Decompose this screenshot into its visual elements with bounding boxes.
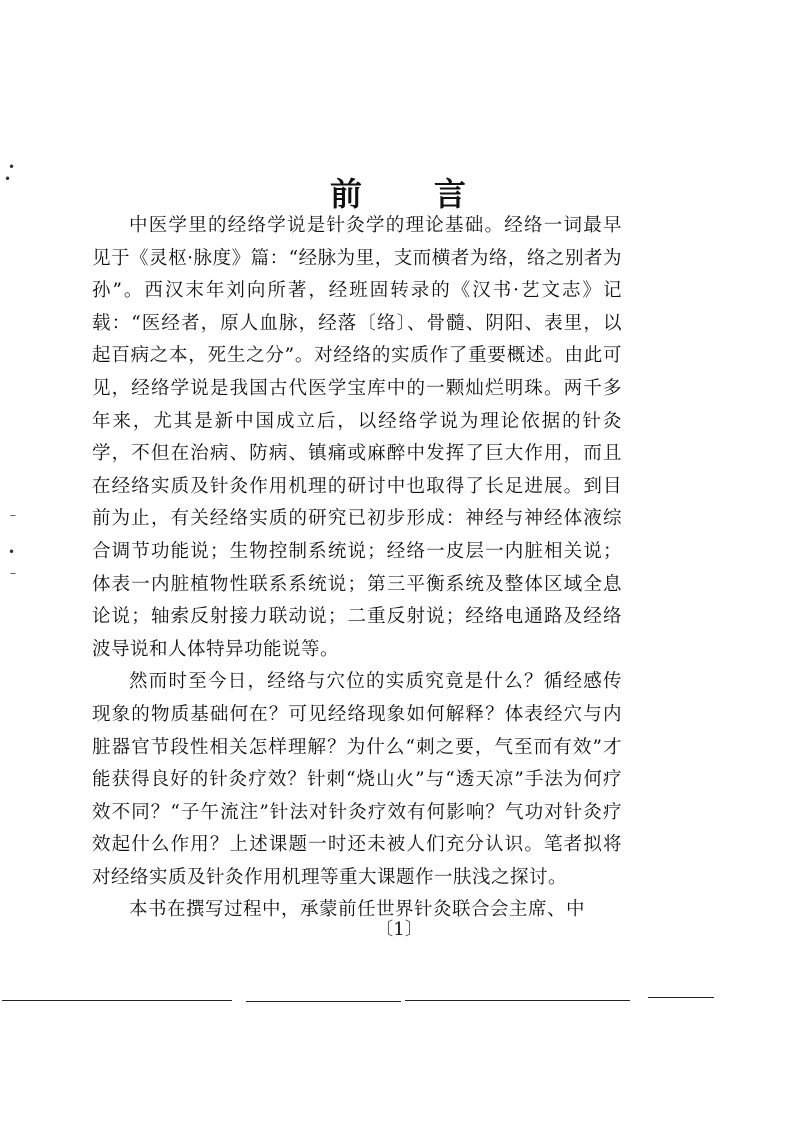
- margin-mark: •: [8, 160, 16, 174]
- scan-line: [246, 1001, 401, 1002]
- paragraph-3: 本书在撰写过程中，承蒙前任世界针灸联合会主席、中: [129, 899, 586, 921]
- margin-mark: –: [10, 566, 16, 580]
- scan-line: [405, 1000, 630, 1001]
- preface-body: [92, 210, 622, 927]
- page-number: 〔1〕: [375, 919, 423, 940]
- margin-mark: –: [10, 508, 16, 522]
- paragraph-2: 然而时至今日，经络与穴位的实质究竟是什么？循经感传现象的物质基础何在？可见经络现象如何解释？体表经穴与内脏器官节段性相关怎样理解？为什么“刺之要，气至而有效”才能获得良好的针灸疗效？针刺“烧山火”与“透天凉”手法为何疗效不同？“子午流注”针法对针灸疗效有何影响？气功对针灸疗效起什么作用？上述课题一时还未被人们充分认识。笔者拟将对经络实质及针灸作用机理等重大课题作一肤浅之探讨。: [92, 671, 622, 888]
- title-char-2: 言: [434, 175, 469, 214]
- paragraph-1: 中医学里的经络学说是针灸学的理论基础。经络一词最早见于《灵枢·脉度》篇：“经脉为里，支而横者为络，络之别者为孙”。西汉末年刘向所著，经班固转录的《汉书·艺文志》记载：“医经者，原人血脉，经落〔络〕、骨髓、阴阳、表里，以起百病之本，死生之分”。对经络的实质作了重要概述。由此可见，经络学说是我国古代医学宝库中的一颗灿烂明珠。两千多年来，尤其是新中国成立后，以经络学说为理论依据的针灸学，不但在治病、防病、镇痛或麻醉中发挥了巨大作用，而且在经络实质及针灸作用机理的研讨中也取得了长足进展。到目前为止，有关经络实质的研究已初步形成：神经与神经体液综合调节功能说；生物控制系统说；经络一皮层一内脏相关说；体表一内脏植物性联系系统说；第三平衡系统及整体区域全息论说；轴索反射接力联动说；二重反射说；经络电通路及经络波导说和人体特异功能说等。: [92, 215, 622, 660]
- page-title: [0, 169, 798, 215]
- scan-line: [648, 997, 714, 998]
- scan-line: [2, 1000, 232, 1001]
- title-char-1: 前: [329, 175, 364, 214]
- margin-mark: •: [8, 545, 16, 559]
- margin-mark: •: [4, 172, 12, 186]
